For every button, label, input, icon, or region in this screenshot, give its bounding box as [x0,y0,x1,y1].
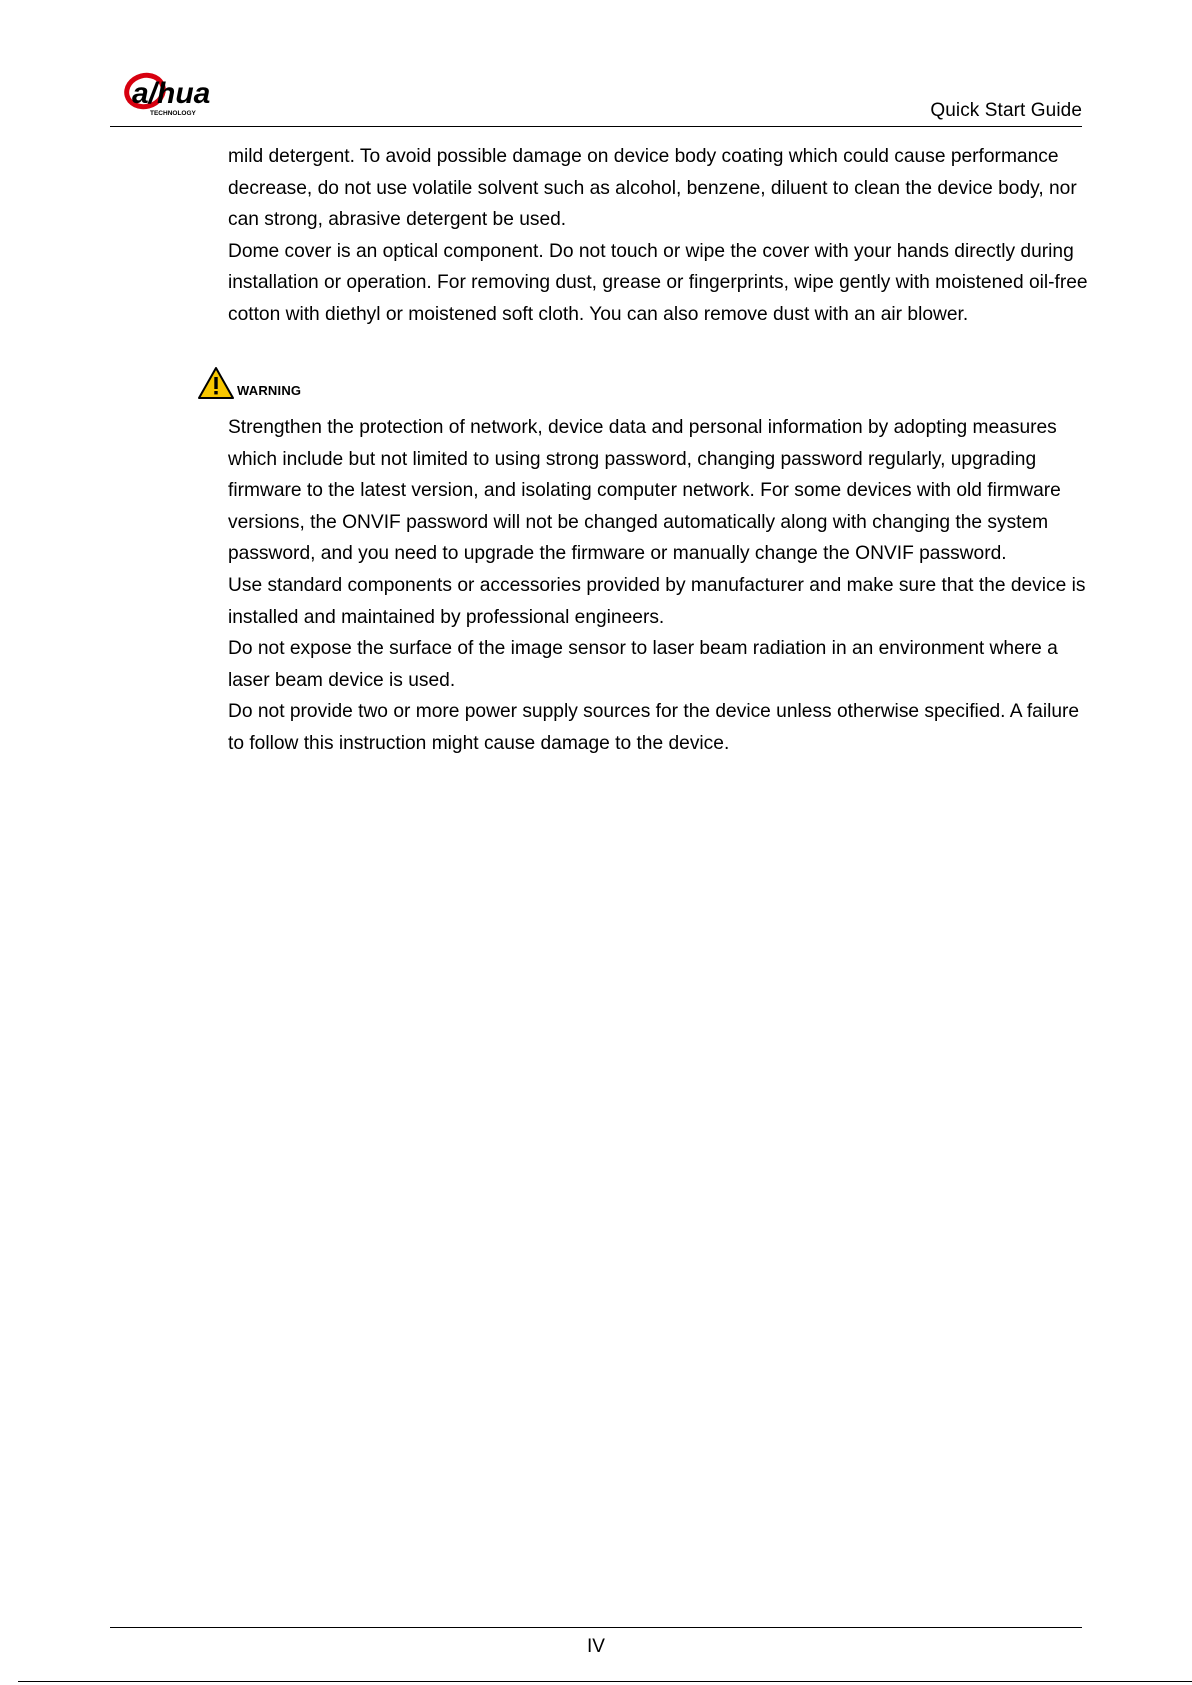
warning-heading [197,366,357,402]
warning-paragraph: Do not expose the surface of the image sensor to laser beam radiation in an environment where a laser beam device is used. [228,638,1058,691]
logo-subtext: TECHNOLOGY [150,110,196,117]
page-header [110,60,1082,127]
warning-section [228,412,1092,760]
page-number: IV [587,1636,605,1657]
logo-wordmark: a/hua [132,77,211,110]
body-section [228,141,1092,331]
dahua-logo [122,70,258,118]
body-paragraph: mild detergent. To avoid possible damage on device body coating which could cause performance decrease, do not use volatile solvent such as alcohol, benzene, diluent to clean the device body, nor can strong, abrasive detergent be used. [228,146,1077,231]
bottom-divider [18,1681,1192,1682]
warning-paragraph: Use standard components or accessories provided by manufacturer and make sure that the device is installed and maintained by professional engineers. [228,574,1086,628]
page-footer [110,1627,1082,1657]
warning-triangle-icon [197,366,235,400]
guide-title: Quick Start Guide [930,100,1082,121]
body-paragraph: Dome cover is an optical component. Do not touch or wipe the cover with your hands directly during installation or operation. For removing dust, grease or fingerprints, wipe gently with moistened oil-free cotton with diethyl or moistened soft cloth. You can also remove dust with an air blower. [228,240,1088,325]
warning-label: WARNING [237,383,302,398]
warning-paragraph: Do not provide two or more power supply sources for the device unless otherwise specified. A failure to follow this instruction might cause damage to the device. [228,701,1080,754]
warning-paragraph: Strengthen the protection of network, device data and personal information by adopting measures which include but not limited to using strong password, changing password regularly, upgrading firmware to the latest version, and isolating computer network. For some devices with old firmware versions, the ONVIF password will not be changed automatically along with changing the system password, and you need to upgrade the firmware or manually change the ONVIF password. [228,417,1061,565]
